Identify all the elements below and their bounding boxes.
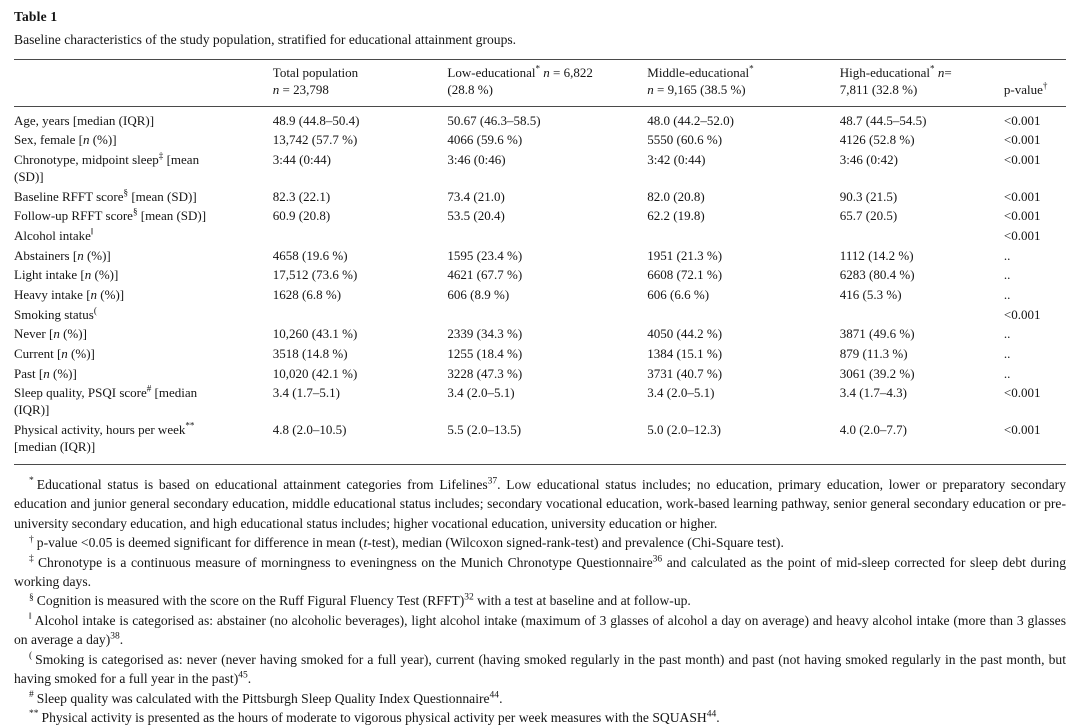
table-cell: 3:44 (0:44) <box>272 152 331 168</box>
table-row <box>14 325 1066 345</box>
table-cell <box>840 305 1004 325</box>
table-row <box>14 151 1066 188</box>
row-label: Chronotype, midpoint sleep‡ [mean (SD)] <box>14 150 200 185</box>
table-row <box>14 345 1066 365</box>
column-header: Total population n = 23,798 <box>272 65 359 97</box>
table-row <box>14 305 1066 325</box>
table-body <box>14 106 1066 464</box>
table-cell <box>447 305 647 325</box>
table-cell: 4.0 (2.0–7.7) <box>839 421 907 437</box>
table-row <box>14 266 1066 286</box>
table-cell: 17,512 (73.6 %) <box>272 267 358 283</box>
table-cell: 1384 (15.1 %) <box>647 346 723 362</box>
table-cell: 90.3 (21.5) <box>839 188 898 204</box>
table-cell: 10,020 (42.1 %) <box>272 365 358 381</box>
table-row <box>14 207 1066 227</box>
table-header-row <box>14 60 1066 107</box>
row-label: Current [n (%)] <box>14 346 95 362</box>
table-cell: 3518 (14.8 %) <box>272 346 348 362</box>
table-cell: 4658 (19.6 %) <box>272 247 348 263</box>
table-cell: <0.001 <box>1003 208 1041 224</box>
table-cell: .. <box>1003 326 1011 342</box>
table-cell: <0.001 <box>1003 152 1041 168</box>
table-cell: 879 (11.3 %) <box>839 346 908 362</box>
table-caption: Baseline characteristics of the study population, stratified for educational attainment groups. <box>14 32 517 47</box>
row-label: Alcohol intake‖ <box>14 226 94 244</box>
table-cell: 3.4 (1.7–5.1) <box>272 385 340 401</box>
column-header: p-value† <box>1003 80 1048 97</box>
table-cell: 13,742 (57.7 %) <box>272 132 358 148</box>
table-cell: 3.4 (2.0–5.1) <box>447 385 515 401</box>
table-row <box>14 187 1066 207</box>
table-cell <box>647 227 840 247</box>
table-cell: <0.001 <box>1003 112 1041 128</box>
table-cell: 60.9 (20.8) <box>272 208 331 224</box>
table-cell: <0.001 <box>1003 132 1041 148</box>
table-cell: 3228 (47.3 %) <box>447 365 523 381</box>
table-cell: 1951 (21.3 %) <box>647 247 723 263</box>
table-cell: 5.5 (2.0–13.5) <box>447 421 522 437</box>
table-cell: 65.7 (20.5) <box>839 208 898 224</box>
table-cell: 1628 (6.8 %) <box>272 287 342 303</box>
row-label: Abstainers [n (%)] <box>14 247 111 263</box>
table-cell <box>447 227 647 247</box>
row-label: Light intake [n (%)] <box>14 267 119 283</box>
table-cell: 4621 (67.7 %) <box>447 267 523 283</box>
table-cell: <0.001 <box>1003 306 1041 322</box>
table-row <box>14 286 1066 306</box>
table-cell: 4.8 (2.0–10.5) <box>272 421 347 437</box>
table-label: Table 1 <box>14 9 58 24</box>
table-row <box>14 364 1066 384</box>
table-cell: 4126 (52.8 %) <box>839 132 915 148</box>
row-label: Past [n (%)] <box>14 365 77 381</box>
table-cell <box>647 305 840 325</box>
table-cell: 416 (5.3 %) <box>839 287 902 303</box>
footnotes <box>14 475 1066 727</box>
table-cell: <0.001 <box>1003 228 1041 244</box>
table-cell: 4066 (59.6 %) <box>447 132 523 148</box>
table-cell: 82.0 (20.8) <box>647 188 705 204</box>
row-label: Age, years [median (IQR)] <box>14 112 155 128</box>
table-cell: .. <box>1003 346 1011 362</box>
row-label: Sex, female [n (%)] <box>14 132 117 148</box>
row-label: Follow-up RFFT score§ [mean (SD)] <box>14 207 207 224</box>
row-label: Heavy intake [n (%)] <box>14 287 125 303</box>
table-cell <box>840 227 1004 247</box>
footnote: ** Physical activity is presented as the hours of moderate to vigorous physical activity per week measures with the SQUASH$^{44}$. <box>29 709 720 725</box>
table-cell: 2339 (34.3 %) <box>447 326 523 342</box>
footnote: ‡ Chronotype is a continuous measure of morningness to eveningness on the Munich Chronotype Questionnaire$^{36}$ and calculated as the point of mid-sleep corrected for sleep debt during working days. <box>14 553 1066 589</box>
column-header: Middle-educational* n = 9,165 (38.5 %) <box>647 63 754 97</box>
baseline-characteristics-table <box>14 59 1066 465</box>
row-label: Smoking status( <box>14 305 97 322</box>
footnote: § Cognition is measured with the score on the Ruff Figural Fluency Test (RFFT)$^{32}$ with a test at baseline and at follow-up. <box>29 592 691 609</box>
table-cell: 48.0 (44.2–52.0) <box>647 112 734 128</box>
footnote: * Educational status is based on educational attainment categories from Lifelines$^{37}$. Low educational status includes; no education, primary education, lower or preparatory secondary education and junior general secondary education, middle educational status includes; secondary vocational education, work-based learning pathway, senior general secondary education or pre-university secondary education, and high educational status includes; higher vocational education, university education or higher. <box>14 476 1066 531</box>
table-cell: <0.001 <box>1003 188 1041 204</box>
table-row <box>14 421 1066 465</box>
table-cell: 3:42 (0:44) <box>647 152 706 168</box>
table-cell: 6608 (72.1 %) <box>647 267 723 283</box>
table-cell: 3.4 (1.7–4.3) <box>839 385 907 401</box>
table-cell: <0.001 <box>1003 421 1041 437</box>
table-cell: 1595 (23.4 %) <box>447 247 523 263</box>
table-cell: 4050 (44.2 %) <box>647 326 723 342</box>
row-label: Sleep quality, PSQI score# [median (IQR)] <box>14 384 198 418</box>
table-cell: 606 (6.6 %) <box>647 287 710 303</box>
table-cell: .. <box>1003 247 1011 263</box>
table-cell: 3731 (40.7 %) <box>647 365 723 381</box>
table-row <box>14 246 1066 266</box>
table-cell: 62.2 (19.8) <box>647 208 705 224</box>
table-cell: 1112 (14.2 %) <box>839 247 914 263</box>
table-cell <box>273 227 448 247</box>
row-label: Physical activity, hours per week** [median (IQR)] <box>14 420 195 454</box>
table-cell: 48.9 (44.8–50.4) <box>272 112 360 128</box>
table-cell: 53.5 (20.4) <box>447 208 505 224</box>
column-header <box>14 60 273 107</box>
table-cell: 1255 (18.4 %) <box>447 346 523 362</box>
table-cell: 48.7 (44.5–54.5) <box>839 112 927 128</box>
table-cell: 3:46 (0:46) <box>447 152 506 168</box>
table-row <box>14 227 1066 247</box>
table-cell: 50.67 (46.3–58.5) <box>447 112 541 128</box>
row-label: Never [n (%)] <box>14 326 87 342</box>
table-cell: .. <box>1003 267 1011 283</box>
table-cell <box>273 305 448 325</box>
table-cell: <0.001 <box>1003 385 1041 401</box>
table-cell: 3871 (49.6 %) <box>839 326 915 342</box>
column-header: High-educational* n= 7,811 (32.8 %) <box>839 63 952 97</box>
table-cell: .. <box>1003 365 1011 381</box>
table-cell: 82.3 (22.1) <box>272 188 331 204</box>
table-cell: 5550 (60.6 %) <box>647 132 723 148</box>
table-row <box>14 106 1066 131</box>
table-cell: 6283 (80.4 %) <box>839 267 915 283</box>
column-header: Low-educational* n = 6,822 (28.8 %) <box>447 63 593 97</box>
table-cell: 5.0 (2.0–12.3) <box>647 421 721 437</box>
footnote: ( Smoking is categorised as: never (never having smoked for a full year), current (having smoked regularly in the past month) and past (not having smoked regularly in the past month, but having smoked for a full year in the past)$^{45}$. <box>14 651 1066 687</box>
footnote: ‖ Alcohol intake is categorised as: abstainer (no alcoholic beverages), light alcohol intake (maximum of 3 glasses of alcohol a day on average) and heavy alcohol intake (more than 3 glasses on average a day)$^{38}$. <box>14 612 1066 648</box>
table-cell: 3.4 (2.0–5.1) <box>647 385 715 401</box>
table-cell: 606 (8.9 %) <box>447 287 510 303</box>
table-cell: 3061 (39.2 %) <box>839 365 915 381</box>
row-label: Baseline RFFT score§ [mean (SD)] <box>14 187 197 204</box>
table-cell: .. <box>1003 287 1011 303</box>
table-row <box>14 384 1066 421</box>
table-cell: 73.4 (21.0) <box>447 188 505 204</box>
table-cell: 3:46 (0:42) <box>839 152 898 168</box>
footnote: # Sleep quality was calculated with the Pittsburgh Sleep Quality Index Questionnaire$^{44}$. <box>29 690 503 706</box>
footnote: † p-value <0.05 is deemed significant for difference in mean (t-test), median (Wilcoxon signed-rank-test) and prevalence (Chi-Square test). <box>29 534 784 551</box>
table-cell: 10,260 (43.1 %) <box>272 326 358 342</box>
table-row <box>14 131 1066 151</box>
